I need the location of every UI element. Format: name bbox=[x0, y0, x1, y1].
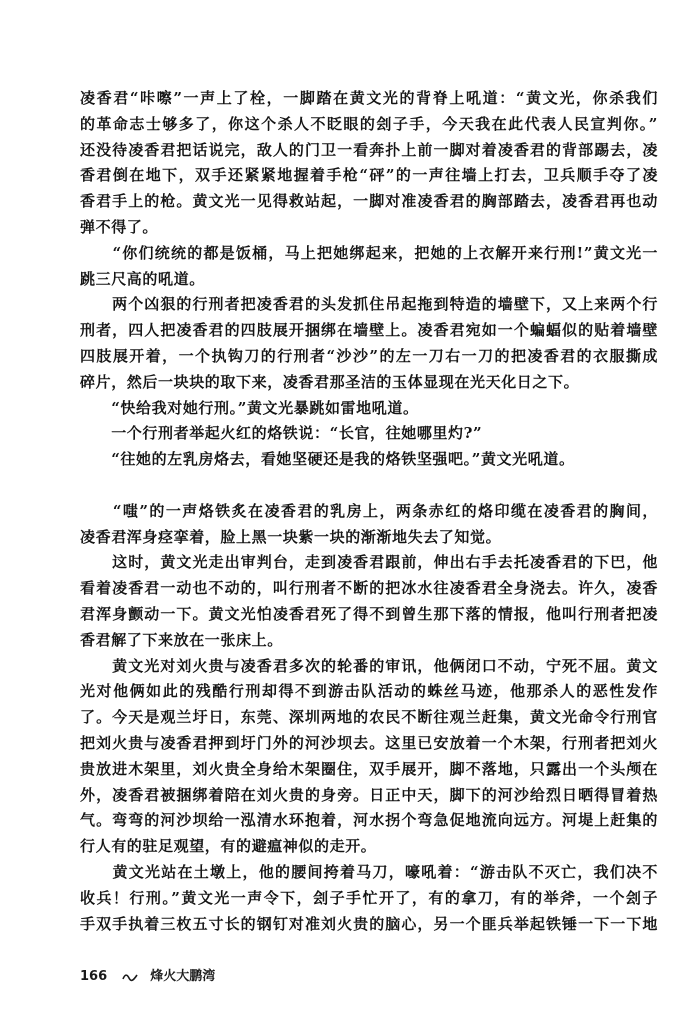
body-text bbox=[80, 86, 658, 937]
text-line: 光对他俩如此的残酷行刑却得不到游击队活动的蛛丝马迹，他那杀人的恶性发作 bbox=[80, 682, 658, 701]
text-line: “往她的左乳房烙去，看她坚硬还是我的烙铁坚强吧。”黄文光吼道。 bbox=[80, 450, 575, 469]
text-line: “嗤”的一声烙铁炙在凌香君的乳房上，两条赤红的烙印缆在凌香君的胸间， bbox=[80, 501, 658, 520]
text-line: 刑者，四人把凌香君的四肢展开捆绑在墙壁上。凌香君宛如一个蝙蝠似的贴着墙壁 bbox=[80, 321, 658, 340]
page-footer bbox=[80, 965, 215, 984]
text-line: 跳三尺高的吼道。 bbox=[80, 269, 205, 288]
text-line: 香君倒在地下，双手还紧紧地握着手枪“砰”的一声往墙上打去，卫兵顺手夺了凌 bbox=[80, 166, 658, 185]
text-line: 香君解了下来放在一张床上。 bbox=[80, 630, 283, 649]
text-line: 黄文光站在土墩上，他的腰间挎着马刀，嚎吼着：“游击队不灭亡，我们决不 bbox=[80, 862, 658, 881]
text-line: 行人有的驻足观望，有的避瘟神似的走开。 bbox=[80, 837, 377, 856]
text-line: 贵放进木架里，刘火贵全身给木架圈住，双手展开，脚不落地，只露出一个头颅在 bbox=[80, 759, 658, 778]
text-line: 的革命志士够多了，你这个杀人不眨眼的刽子手，今天我在此代表人民宣判你。” bbox=[80, 114, 658, 133]
text-line: “快给我对她行刑。”黄文光暴跳如雷地吼道。 bbox=[80, 398, 419, 417]
text-line: 一个行刑者举起火红的烙铁说：“长官，往她哪里灼?” bbox=[80, 424, 483, 443]
text-line: 凌香君浑身痉挛着，脸上黑一块紫一块的渐渐地失去了知觉。 bbox=[80, 527, 502, 546]
text-line: 了。今天是观兰圩日，东莞、深圳两地的农民不断往观兰赶集，黄文光命令行刑官 bbox=[80, 708, 658, 727]
text-line: 碎片，然后一块块的取下来，凌香君那圣洁的玉体显现在光天化日之下。 bbox=[80, 372, 580, 391]
text-line: 君浑身颤动一下。黄文光怕凌香君死了得不到曾生那下落的情报，他叫行刑者把凌 bbox=[80, 604, 658, 623]
text-line: 把刘火贵与凌香君押到圩门外的河沙坝去。这里已安放着一个木架，行刑者把刘火 bbox=[80, 733, 658, 752]
text-line: 弹不得了。 bbox=[80, 217, 159, 236]
wave-ornament-icon bbox=[122, 972, 138, 982]
text-line: 香君手上的枪。黄文光一见得救站起，一脚对准凌香君的胸部踏去，凌香君再也动 bbox=[80, 192, 658, 211]
book-title: 烽火大鹏湾 bbox=[150, 969, 216, 984]
page-number: 166 bbox=[80, 969, 108, 984]
text-line: 看着凌香君一动也不动的，叫行刑者不断的把冰水往凌香君全身浇去。许久，凌香 bbox=[80, 579, 658, 598]
text-line: “你们统统的都是饭桶，马上把她绑起来，把她的上衣解开来行刑!”黄文光一 bbox=[80, 243, 658, 262]
text-line: 手双手执着三枚五寸长的钢钉对准刘火贵的脑心，另一个匪兵举起铁锤一下一下地 bbox=[80, 914, 658, 933]
text-line: 外，凌香君被捆绑着陪在刘火贵的身旁。日正中天，脚下的河沙给烈日晒得冒着热 bbox=[80, 785, 658, 804]
text-line: 黄文光对刘火贵与凌香君多次的轮番的审讯，他俩闭口不动，宁死不屈。黄文 bbox=[80, 656, 658, 675]
text-line: 收兵！行刑。”黄文光一声令下，刽子手忙开了，有的拿刀，有的举斧，一个刽子 bbox=[80, 888, 658, 907]
paragraph-gap bbox=[80, 473, 658, 499]
text-line: 气。弯弯的河沙坝给一泓清水环抱着，河水拐个弯急促地流向远方。河堤上赶集的 bbox=[80, 811, 658, 830]
text-line: 凌香君“咔嚓”一声上了栓，一脚踏在黄文光的背脊上吼道：“黄文光，你杀我们 bbox=[80, 89, 658, 107]
text-line: 还没待凌香君把话说完，敌人的门卫一看奔扑上前一脚对着凌香君的背部踢去，凌 bbox=[80, 140, 658, 159]
text-line: 这时，黄文光走出审判台，走到凌香君跟前，伸出右手去托凌香君的下巴，他 bbox=[80, 553, 658, 572]
text-line: 两个凶狠的行刑者把凌香君的头发抓住吊起拖到特造的墙壁下，又上来两个行 bbox=[80, 295, 658, 314]
text-line: 四肢展开着，一个执钩刀的行刑者“沙沙”的左一刀右一刀的把凌香君的衣服撕成 bbox=[80, 346, 658, 365]
